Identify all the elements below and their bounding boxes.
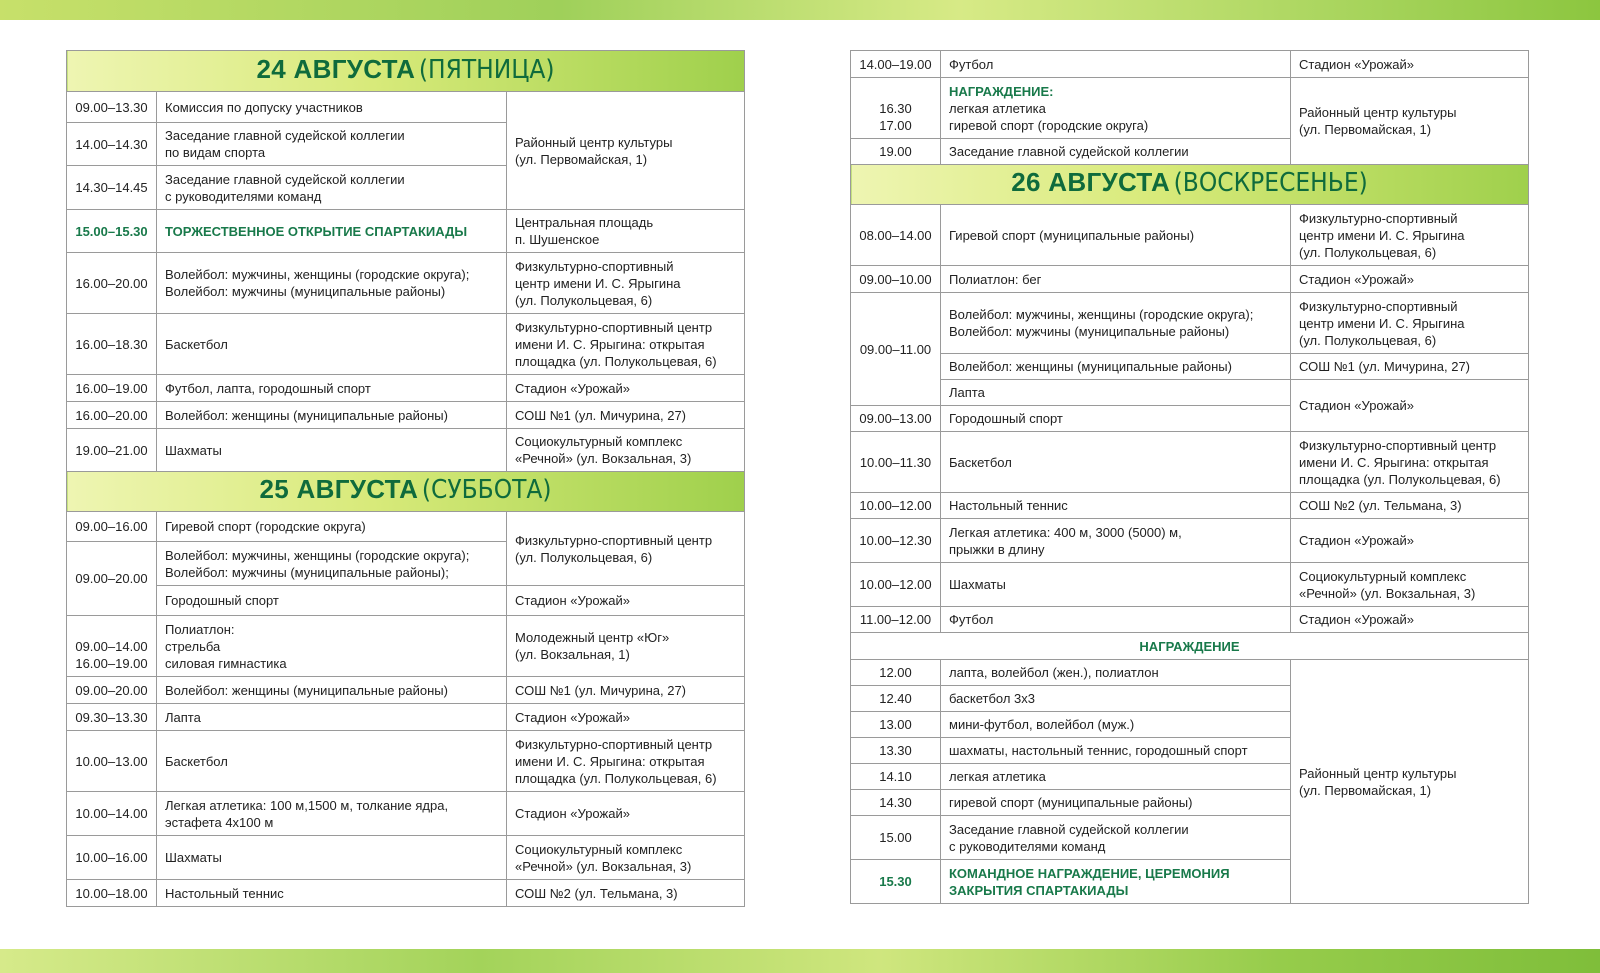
place-cell: Центральная площадь п. Шушенское	[507, 210, 745, 253]
event-cell: Волейбол: женщины (муниципальные районы)	[941, 354, 1291, 380]
event-cell: Гиревой спорт (муниципальные районы)	[941, 205, 1291, 266]
place-cell: Молодежный центр «Юг» (ул. Вокзальная, 1)	[507, 616, 745, 677]
place-cell: СОШ №2 (ул. Тельмана, 3)	[1291, 493, 1529, 519]
time-cell: 14.30	[851, 790, 941, 816]
place-cell: Стадион «Урожай»	[1291, 519, 1529, 563]
event-cell: Волейбол: мужчины, женщины (городские округа); Волейбол: мужчины (муниципальные районы);	[157, 542, 507, 586]
time-cell: 10.00–13.00	[67, 731, 157, 792]
event-cell: Волейбол: мужчины, женщины (городские округа); Волейбол: мужчины (муниципальные районы)	[941, 293, 1291, 354]
time-cell: 19.00	[851, 139, 941, 165]
event-cell: Волейбол: женщины (муниципальные районы)	[157, 677, 507, 704]
time-cell: 09.00–11.00	[851, 293, 941, 406]
place-cell: Социокультурный комплекс «Речной» (ул. Вокзальная, 3)	[507, 429, 745, 472]
event-cell: мини-футбол, волейбол (муж.)	[941, 712, 1291, 738]
event-cell: Полиатлон: стрельба силовая гимнастика	[157, 616, 507, 677]
day-header-24-aug	[67, 51, 745, 92]
time-cell: 16.00–18.30	[67, 314, 157, 375]
event-cell: Заседание главной судейской коллегии по видам спорта	[157, 123, 507, 166]
event-cell: Баскетбол	[941, 432, 1291, 493]
time-cell: 19.00–21.00	[67, 429, 157, 472]
event-cell: Футбол, лапта, городошный спорт	[157, 375, 507, 402]
top-decor-band	[0, 0, 1600, 20]
place-cell: Физкультурно-спортивный центр имени И. С. Ярыгина (ул. Полукольцевая, 6)	[507, 253, 745, 314]
time-cell: 10.00–16.00	[67, 836, 157, 880]
place-cell: Стадион «Урожай»	[507, 586, 745, 616]
event-cell: баскетбол 3х3	[941, 686, 1291, 712]
day-header-weekday: (СУББОТА)	[421, 475, 552, 505]
time-cell: 13.30	[851, 738, 941, 764]
time-cell: 10.00–11.30	[851, 432, 941, 493]
time-cell: 10.00–18.00	[67, 880, 157, 907]
event-cell: Заседание главной судейской коллегии	[941, 139, 1291, 165]
event-cell-closing: КОМАНДНОЕ НАГРАЖДЕНИЕ, ЦЕРЕМОНИЯ ЗАКРЫТИЯ СПАРТАКИАДЫ	[941, 860, 1291, 904]
event-cell: Заседание главной судейской коллегии с руководителями команд	[157, 166, 507, 210]
event-cell: гиревой спорт (муниципальные районы)	[941, 790, 1291, 816]
event-cell: Лапта	[941, 380, 1291, 406]
place-cell: СОШ №1 (ул. Мичурина, 27)	[1291, 354, 1529, 380]
time-cell: 09.30–13.30	[67, 704, 157, 731]
time-cell: 10.00–12.00	[851, 563, 941, 607]
time-cell: 16.00–19.00	[67, 375, 157, 402]
time-cell: 09.00–13.00	[851, 406, 941, 432]
place-cell: Стадион «Урожай»	[1291, 380, 1529, 432]
event-cell: Волейбол: женщины (муниципальные районы)	[157, 402, 507, 429]
time-cell: 11.00–12.00	[851, 607, 941, 633]
time-cell: 09.00–14.00 16.00–19.00	[67, 616, 157, 677]
place-cell: Стадион «Урожай»	[1291, 607, 1529, 633]
time-cell: 15.30	[851, 860, 941, 904]
time-cell: 09.00–10.00	[851, 266, 941, 293]
place-cell: Стадион «Урожай»	[1291, 266, 1529, 293]
time-cell: 10.00–12.00	[851, 493, 941, 519]
place-cell: Физкультурно-спортивный центр имени И. С. Ярыгина (ул. Полукольцевая, 6)	[1291, 293, 1529, 354]
event-cell: Волейбол: мужчины, женщины (городские округа); Волейбол: мужчины (муниципальные районы)	[157, 253, 507, 314]
event-cell: Легкая атлетика: 400 м, 3000 (5000) м, прыжки в длину	[941, 519, 1291, 563]
time-cell: 10.00–14.00	[67, 792, 157, 836]
place-cell: СОШ №1 (ул. Мичурина, 27)	[507, 402, 745, 429]
event-cell: Баскетбол	[157, 314, 507, 375]
time-cell: 12.00	[851, 660, 941, 686]
place-cell-shared: Районный центр культуры (ул. Первомайская, 1)	[1291, 660, 1529, 904]
event-cell: Полиатлон: бег	[941, 266, 1291, 293]
place-cell: Социокультурный комплекс «Речной» (ул. Вокзальная, 3)	[507, 836, 745, 880]
time-cell: 14.30–14.45	[67, 166, 157, 210]
time-cell: 09.00–20.00	[67, 542, 157, 616]
time-cell: 13.00	[851, 712, 941, 738]
place-cell: Стадион «Урожай»	[1291, 51, 1529, 78]
event-cell: лапта, волейбол (жен.), полиатлон	[941, 660, 1291, 686]
event-cell: Настольный теннис	[157, 880, 507, 907]
event-cell: Заседание главной судейской коллегии с руководителями команд	[941, 816, 1291, 860]
event-cell: Настольный теннис	[941, 493, 1291, 519]
event-cell: Баскетбол	[157, 731, 507, 792]
time-cell: 15.00	[851, 816, 941, 860]
time-cell: 09.00–13.30	[67, 92, 157, 123]
place-cell: Стадион «Урожай»	[507, 792, 745, 836]
place-cell-shared: Районный центр культуры (ул. Первомайская, 1)	[507, 92, 745, 210]
place-cell: СОШ №1 (ул. Мичурина, 27)	[507, 677, 745, 704]
event-cell: Футбол	[941, 51, 1291, 78]
awards-section-title: НАГРАЖДЕНИЕ	[851, 633, 1529, 660]
event-cell: Легкая атлетика: 100 м,1500 м, толкание ядра, эстафета 4х100 м	[157, 792, 507, 836]
bottom-decor-band	[0, 949, 1600, 973]
day-header-weekday: (ВОСКРЕСЕНЬЕ)	[1173, 168, 1368, 198]
place-cell: Физкультурно-спортивный центр имени И. С. Ярыгина: открытая площадка (ул. Полукольцевая, 6)	[1291, 432, 1529, 493]
time-cell: 14.00–14.30	[67, 123, 157, 166]
day-header-date: 25 АВГУСТА	[259, 474, 419, 504]
awards-subtitle: НАГРАЖДЕНИЕ:	[949, 83, 1054, 99]
day-header-date: 24 АВГУСТА	[256, 53, 416, 84]
event-cell: Городошный спорт	[941, 406, 1291, 432]
day-header-weekday: (ПЯТНИЦА)	[418, 54, 555, 85]
event-cell: шахматы, настольный теннис, городошный спорт	[941, 738, 1291, 764]
time-cell: 09.00–20.00	[67, 677, 157, 704]
event-cell: Городошный спорт	[157, 586, 507, 616]
event-cell: Гиревой спорт (городские округа)	[157, 512, 507, 542]
schedule-table-right	[850, 50, 1529, 904]
place-cell: Физкультурно-спортивный центр имени И. С. Ярыгина: открытая площадка (ул. Полукольцевая, 6)	[507, 731, 745, 792]
event-cell-opening: ТОРЖЕСТВЕННОЕ ОТКРЫТИЕ СПАРТАКИАДЫ	[157, 210, 507, 253]
time-cell: 15.00–15.30	[67, 210, 157, 253]
event-cell: Шахматы	[941, 563, 1291, 607]
time-cell: 14.00–19.00	[851, 51, 941, 78]
time-cell: 16.30 17.00	[851, 78, 941, 139]
schedule-table-left	[66, 50, 745, 907]
place-cell: Физкультурно-спортивный центр имени И. С. Ярыгина (ул. Полукольцевая, 6)	[1291, 205, 1529, 266]
time-cell: 08.00–14.00	[851, 205, 941, 266]
time-cell: 12.40	[851, 686, 941, 712]
place-cell: Стадион «Урожай»	[507, 375, 745, 402]
day-header-25-aug	[67, 472, 745, 512]
time-cell: 14.10	[851, 764, 941, 790]
place-cell: Социокультурный комплекс «Речной» (ул. Вокзальная, 3)	[1291, 563, 1529, 607]
day-header-26-aug	[851, 165, 1529, 205]
place-cell: Физкультурно-спортивный центр имени И. С. Ярыгина: открытая площадка (ул. Полукольцевая, 6)	[507, 314, 745, 375]
place-cell: Стадион «Урожай»	[507, 704, 745, 731]
event-cell: легкая атлетика	[941, 764, 1291, 790]
time-cell: 09.00–16.00	[67, 512, 157, 542]
place-cell-shared: Районный центр культуры (ул. Первомайская, 1)	[1291, 78, 1529, 165]
time-cell: 16.00–20.00	[67, 253, 157, 314]
event-cell: Шахматы	[157, 429, 507, 472]
event-cell: НАГРАЖДЕНИЕ: легкая атлетика гиревой спорт (городские округа)	[941, 78, 1291, 139]
place-cell: СОШ №2 (ул. Тельмана, 3)	[507, 880, 745, 907]
event-cell: Футбол	[941, 607, 1291, 633]
event-cell: Шахматы	[157, 836, 507, 880]
day-header-date: 26 АВГУСТА	[1011, 167, 1171, 197]
time-cell: 16.00–20.00	[67, 402, 157, 429]
event-cell: Комиссия по допуску участников	[157, 92, 507, 123]
time-cell: 10.00–12.30	[851, 519, 941, 563]
place-cell-shared: Физкультурно-спортивный центр (ул. Полукольцевая, 6)	[507, 512, 745, 586]
event-cell: Лапта	[157, 704, 507, 731]
